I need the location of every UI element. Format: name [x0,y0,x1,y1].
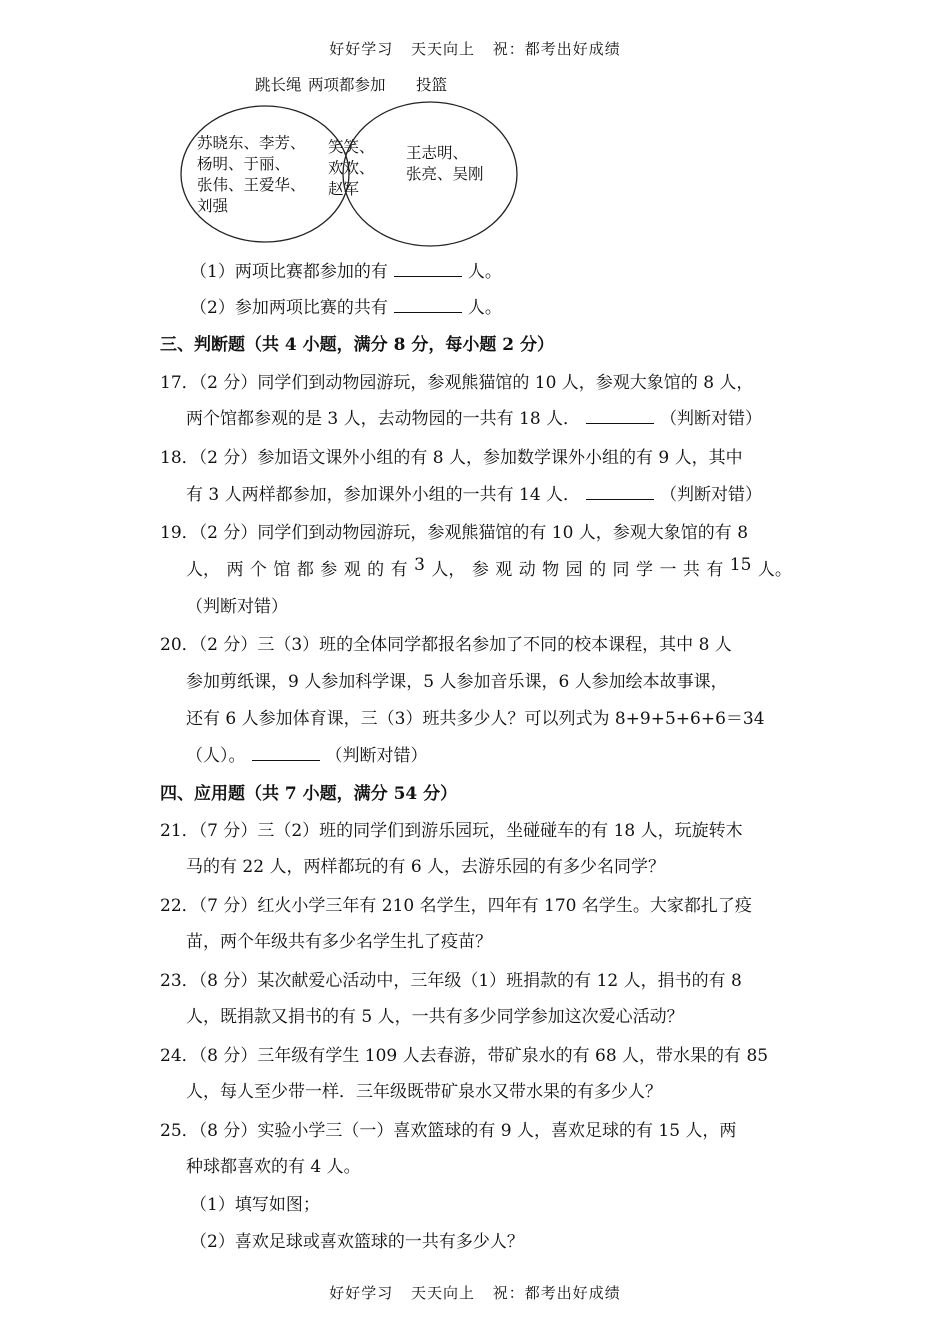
q25-line-1: 25．（8 分）实验小学三（一）喜欢篮球的有 9 人，喜欢足球的有 15 人，两 [160,1121,737,1141]
venn-right-line-2: 张亮、吴刚 [406,165,484,183]
venn-right-line-1: 王志明、 [406,144,469,162]
q24-line-1: 24．（8 分）三年级有学生 109 人去春游，带矿泉水的有 68 人，带水果的有 85 [160,1046,769,1066]
q22-line-1: 22．（7 分）红火小学三年有 210 名学生，四年有 170 名学生。大家都扎了疫 [160,896,752,916]
q20-line-4: （人）。 （判断对错） [186,746,428,766]
footer-motto-3: 祝：都考出好成绩 [492,1284,621,1302]
q18-line-1: 18．（2 分）参加语文课外小组的有 8 人，参加数学课外小组的有 9 人，其中 [160,448,743,468]
q19-line-1: 19．（2 分）同学们到动物园游玩，参观熊猫馆的有 10 人，参观大象馆的有 8 [160,523,749,543]
venn-label-left: 跳长绳 [255,76,302,94]
answer-blank[interactable] [586,485,654,500]
venn-left-line-4: 刘强 [197,197,229,215]
header-motto-1: 好好学习 [329,40,394,58]
venn-left-circle [181,106,349,242]
q24-line-2: 人，每人至少带一样．三年级既带矿泉水又带水果的有多少人？ [186,1082,662,1102]
venn-mid-line-3: 赵军 [328,180,360,198]
answer-blank[interactable] [252,746,320,761]
q19-line-2: 人， 两 个 馆 都 参 观 的 有 3 人， 参 观 动 物 园 的 同 学 一 共 有 15 人。 [186,555,792,580]
venn-left-line-2: 杨明、于丽、 [197,155,291,173]
answer-blank[interactable] [394,298,462,313]
q22-line-2: 苗，两个年级共有多少名学生扎了疫苗？ [186,932,492,952]
header-motto-3: 祝：都考出好成绩 [492,40,621,58]
q17-line-1: 17．（2 分）同学们到动物园游玩，参观熊猫馆的 10 人，参观大象馆的 8 人， [160,373,754,393]
section-4-title: 四、应用题（共 7 小题，满分 54 分） [160,784,458,804]
venn-label-right: 投篮 [416,76,448,94]
q21-line-1: 21．（7 分）三（2）班的同学们到游乐园玩，坐碰碰车的有 18 人，玩旋转木 [160,821,743,841]
q16-sub-1: （1）两项比赛都参加的有 人。 [190,262,502,282]
q17-line-2: 两个馆都参观的是 3 人，去动物园的一共有 18 人． （判断对错） [186,409,763,429]
page-footer [0,1282,950,1303]
footer-motto-2: 天天向上 [410,1284,475,1302]
q16-sub-2: （2）参加两项比赛的共有 人。 [190,298,502,318]
venn-mid-line-1: 笑笑、 [328,138,375,156]
venn-diagram [170,66,530,256]
q19-line-3: （判断对错） [186,597,288,617]
q25-sub-1: （1）填写如图； [190,1195,320,1215]
answer-blank[interactable] [586,409,654,424]
q25-line-2: 种球都喜欢的有 4 人。 [186,1157,361,1177]
footer-motto-1: 好好学习 [329,1284,394,1302]
q20-line-1: 20．（2 分）三（3）班的全体同学都报名参加了不同的校本课程，其中 8 人 [160,635,732,655]
q21-line-2: 马的有 22 人，两样都玩的有 6 人，去游乐园的有多少名同学？ [186,857,666,877]
venn-label-mid: 两项都参加 [308,76,386,94]
q23-line-1: 23．（8 分）某次献爱心活动中，三年级（1）班捐款的有 12 人，捐书的有 8 [160,971,742,991]
q20-line-2: 参加剪纸课，9 人参加科学课，5 人参加音乐课，6 人参加绘本故事课， [186,672,728,692]
q25-sub-2: （2）喜欢足球或喜欢篮球的一共有多少人？ [190,1232,524,1252]
answer-blank[interactable] [394,262,462,277]
q18-line-2: 有 3 人两样都参加，参加课外小组的一共有 14 人． （判断对错） [186,485,763,505]
q23-line-2: 人，既捐款又捐书的有 5 人，一共有多少同学参加这次爱心活动？ [186,1007,684,1027]
venn-left-line-3: 张伟、王爱华、 [197,176,306,194]
venn-left-line-1: 苏晓东、李芳、 [197,134,306,152]
section-3-title: 三、判断题（共 4 小题，满分 8 分，每小题 2 分） [160,335,554,355]
venn-mid-line-2: 欢欢、 [328,159,375,177]
q20-line-3: 还有 6 人参加体育课，三（3）班共多少人？可以列式为 8+9+5+6+6＝34 [186,709,765,729]
page-header [0,38,950,59]
header-motto-2: 天天向上 [410,40,475,58]
